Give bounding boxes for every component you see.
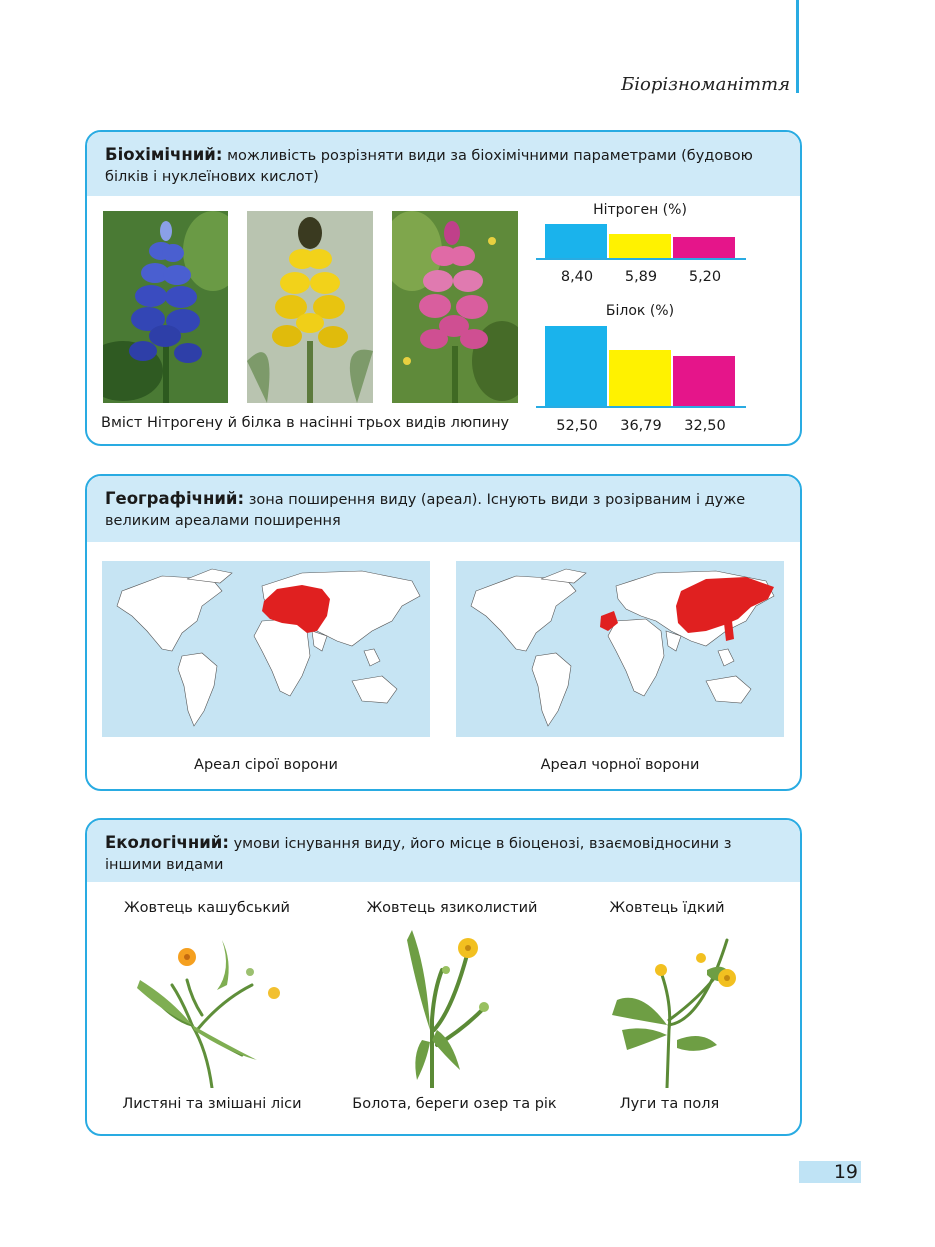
geographic-box (85, 474, 802, 791)
blue-lupine-photo (103, 211, 228, 403)
biochemical-box (85, 130, 802, 446)
hooded-crow-range-map (102, 561, 430, 737)
biochemical-caption: Вміст Нітрогену й білка в насінні трьох видів люпину (101, 415, 510, 431)
plant-habitat: Луги та поля (619, 1096, 720, 1112)
hooded-crow-caption: Ареал сірої ворони (194, 757, 338, 773)
protein-chart-title: Білок (%) (605, 303, 675, 319)
protein-bar (673, 356, 735, 406)
plant-habitat: Болота, береги озер та рік (352, 1096, 557, 1112)
protein-bar (545, 326, 607, 406)
geographic-term: Географічний: (105, 489, 245, 508)
nitrogen-bar (545, 224, 607, 258)
nitrogen-value-label: 5,89 (624, 269, 658, 285)
running-title: Біорізноманіття (621, 74, 790, 95)
page-number: 19 (799, 1161, 861, 1183)
ecological-heading (87, 820, 800, 882)
nitrogen-bar (673, 237, 735, 258)
geographic-heading (87, 476, 800, 542)
pink-lupine-photo (392, 211, 518, 403)
protein-value-label: 52,50 (556, 418, 598, 434)
biochemical-heading (87, 132, 800, 196)
biochemical-text: можливість розрізняти види за біохімічними параметрами (будовою білків і нуклеїнових кислот) (105, 148, 753, 185)
carrion-crow-range-map (456, 561, 784, 737)
greater-spearwort-illustration (382, 930, 522, 1088)
nitrogen-chart-title: Нітроген (%) (593, 202, 687, 218)
yellow-lupine-photo (247, 211, 373, 403)
carrion-crow-caption: Ареал чорної ворони (540, 757, 700, 773)
nitrogen-value-label: 8,40 (560, 269, 594, 285)
ecological-box (85, 818, 802, 1136)
nitrogen-bar (609, 234, 671, 258)
ecological-text: умови існування виду, його місце в біоценозі, взаємовідносини з іншими видами (105, 836, 732, 873)
geographic-text: зона поширення виду (ареал). Існують види з розірваним і дуже великим ареалами поширення (105, 492, 746, 529)
kashubian-buttercup-illustration (132, 930, 292, 1088)
protein-value-label: 32,50 (684, 418, 726, 434)
protein-chart-axis (536, 406, 746, 408)
plant-name: Жовтець язиколистий (366, 900, 538, 916)
plant-habitat: Листяні та змішані ліси (122, 1096, 302, 1112)
biochemical-term: Біохімічний: (105, 145, 223, 164)
plant-name: Жовтець кашубський (124, 900, 290, 916)
meadow-buttercup-illustration (607, 930, 747, 1088)
plant-name: Жовтець їдкий (609, 900, 725, 916)
nitrogen-chart-axis (536, 258, 746, 260)
protein-bar (609, 350, 671, 406)
protein-value-label: 36,79 (620, 418, 662, 434)
ecological-term: Екологічний: (105, 833, 229, 852)
nitrogen-value-label: 5,20 (688, 269, 722, 285)
header-rule (796, 0, 799, 93)
